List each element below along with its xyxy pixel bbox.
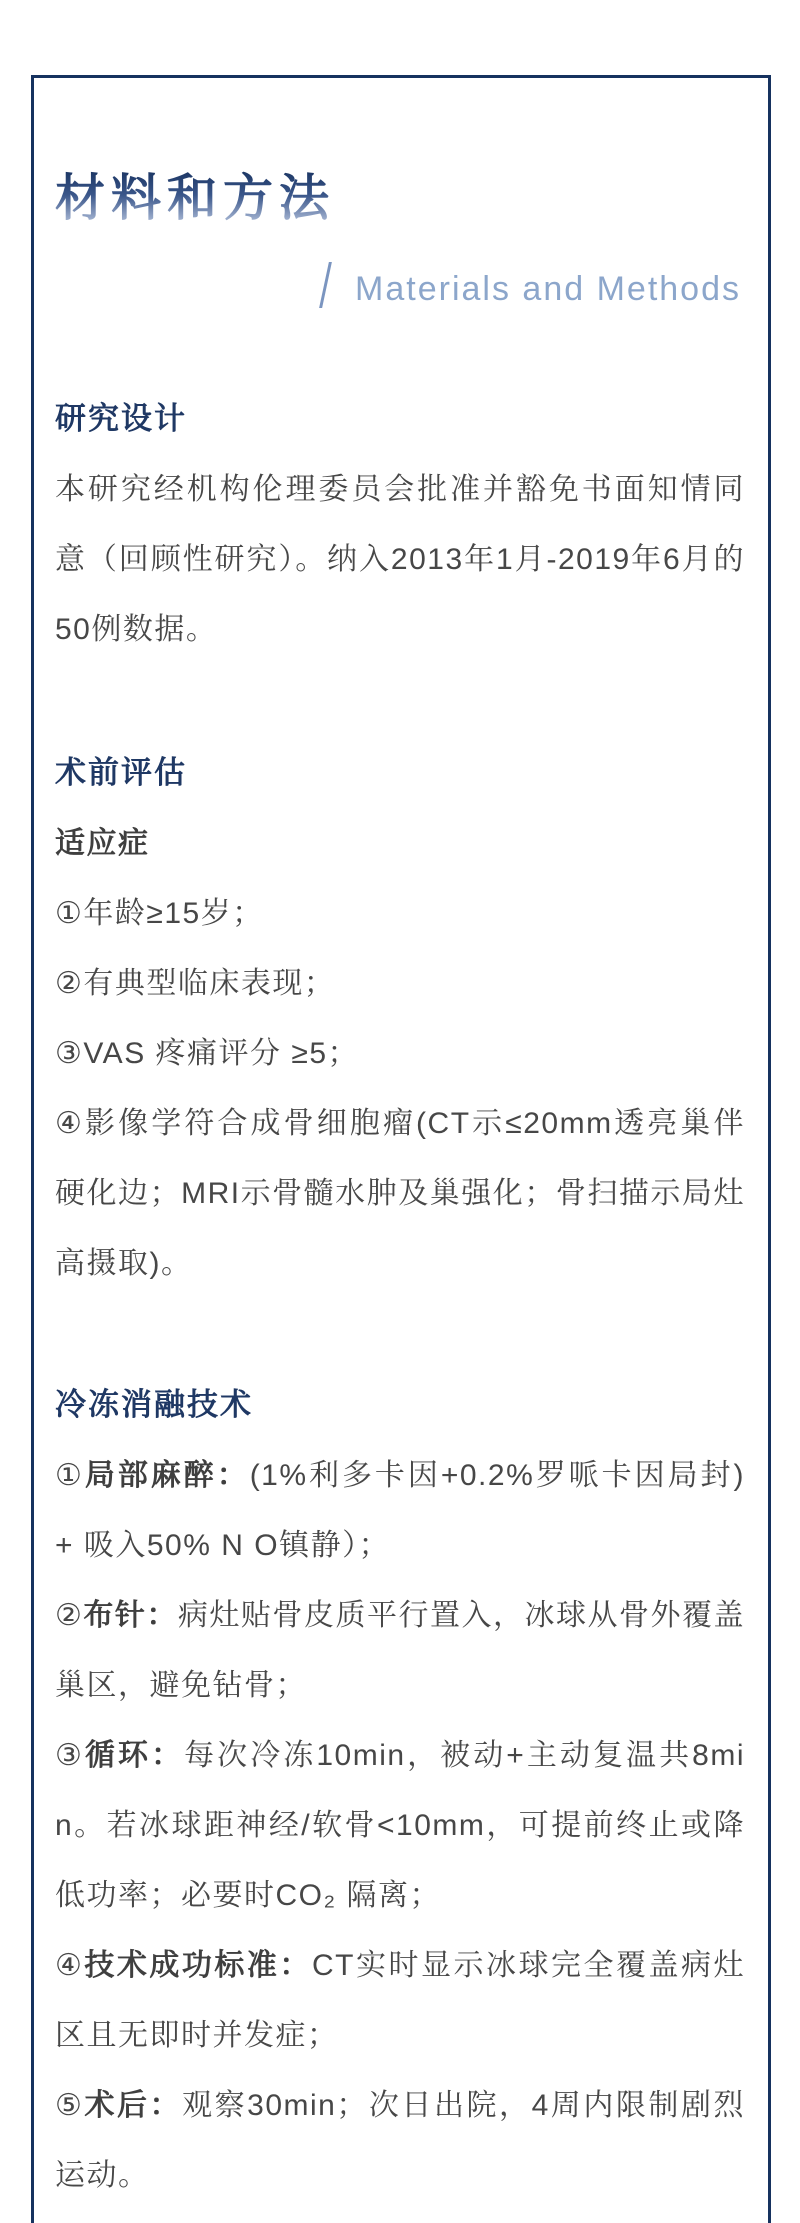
list-item — [55, 1931, 745, 2071]
item-number: ③ — [55, 1739, 85, 1772]
list-item — [55, 1581, 745, 1721]
section-preop-evaluation — [55, 751, 745, 1299]
item-text: (1%利多卡因+0.2%罗哌卡因局封) + 吸入50% N O镇静）； — [55, 1459, 745, 1562]
item-number: ⑤ — [55, 2089, 85, 2122]
list-item — [55, 1441, 745, 1581]
list-item: ③VAS 疼痛评分 ≥5； — [55, 1037, 360, 1070]
section-body — [55, 455, 745, 665]
list-item — [55, 1721, 745, 1931]
item-number: ② — [55, 1599, 84, 1632]
section-cryoablation-technique — [55, 1383, 745, 2211]
section-heading-preop-evaluation: 术前评估 — [55, 755, 187, 790]
section-study-design — [55, 397, 745, 665]
list-item — [55, 2071, 745, 2211]
item-lead: 布针： — [83, 1599, 178, 1632]
section-heading-cryoablation: 冷冻消融技术 — [55, 1387, 253, 1422]
list-item: ①年龄≥15岁； — [55, 897, 264, 930]
item-lead: 循环： — [84, 1739, 185, 1772]
item-text: 每次冷冻10min，被动+主动复温共8min。若冰球距神经/软骨<10mm，可提前终止或降低功率；必要时CO₂ 隔离； — [55, 1739, 745, 1912]
item-text: 观察30min；次日出院，4周内限制剧烈运动。 — [55, 2089, 745, 2192]
section-heading-study-design: 研究设计 — [55, 401, 187, 436]
item-lead: 局部麻醉： — [84, 1459, 250, 1492]
list-item: ②有典型临床表现； — [55, 967, 336, 1000]
page-subtitle — [55, 262, 745, 321]
item-text: CT实时显示冰球完全覆盖病灶区且无即时并发症； — [55, 1949, 745, 2052]
slash-icon — [319, 262, 332, 308]
item-lead: 术后： — [84, 2089, 183, 2122]
page-title: 材料和方法 — [55, 170, 335, 226]
page-subtitle-en: Materials and Methods — [355, 270, 741, 308]
content-card — [31, 75, 771, 2223]
item-number: ④ — [55, 1949, 85, 1982]
section-body — [55, 1441, 745, 2211]
item-text: 病灶贴骨皮质平行置入，冰球从骨外覆盖巢区，避免钻骨； — [55, 1599, 745, 1702]
paragraph-study-design: 本研究经机构伦理委员会批准并豁免书面知情同意（回顾性研究）。纳入2013年1月-2019年6月的50例数据。 — [55, 473, 745, 646]
item-number: ① — [55, 1459, 85, 1492]
subsection-heading-indications: 适应症 — [55, 827, 150, 860]
section-body — [55, 809, 745, 1299]
list-item: ④影像学符合成骨细胞瘤(CT示≤20mm透亮巢伴硬化边；MRI示骨髓水肿及巢强化；骨扫描示局灶高摄取)。 — [55, 1107, 745, 1280]
item-lead: 技术成功标准： — [84, 1949, 312, 1982]
